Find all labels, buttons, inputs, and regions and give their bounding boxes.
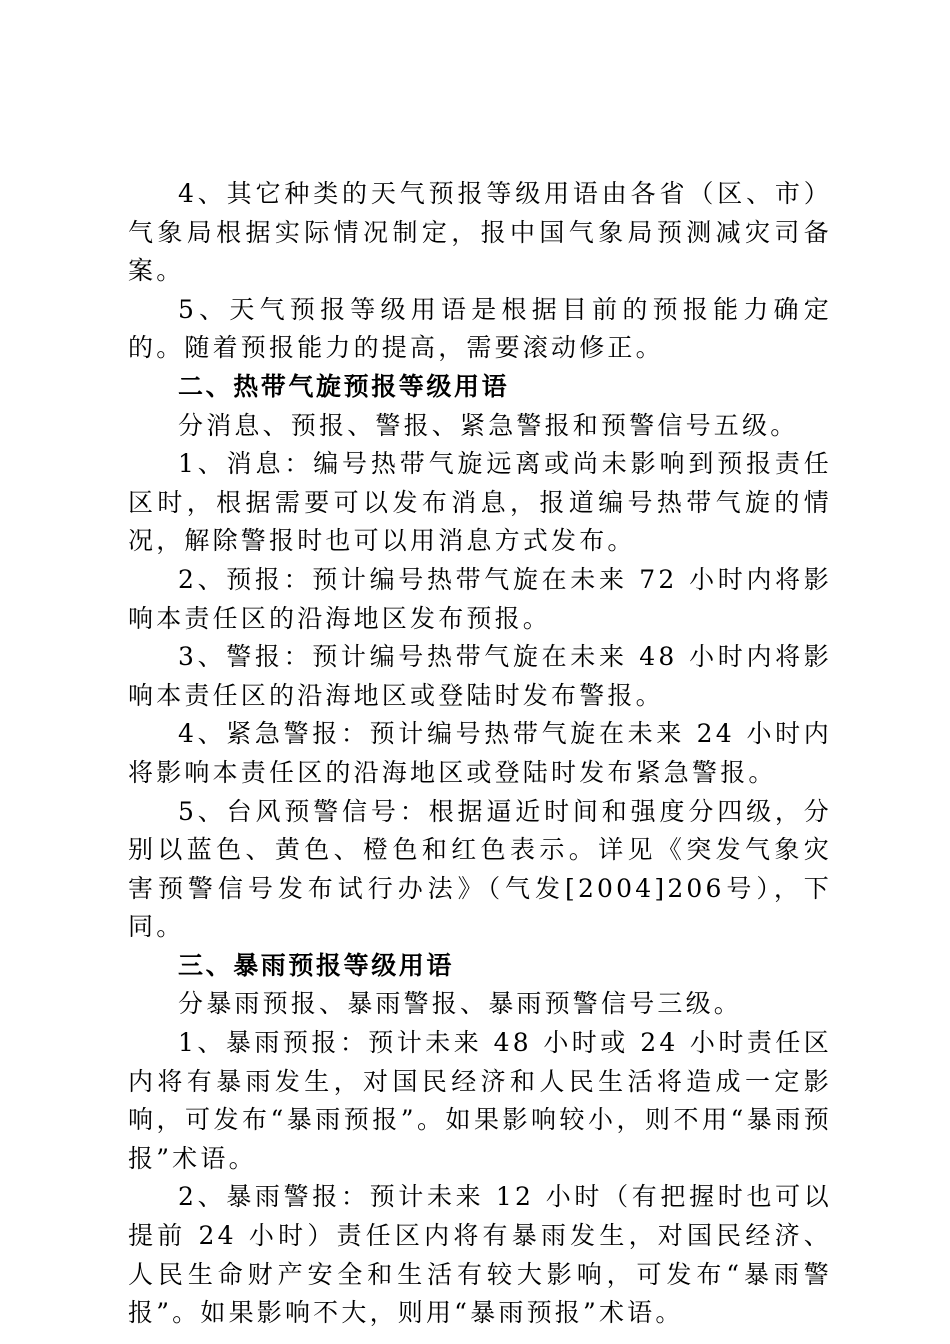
paragraph-rainstorm-forecast: 1、暴雨预报：预计未来 48 小时或 24 小时责任区内将有暴雨发生，对国民经济和人民生活将造成一定影响，可发布“暴雨预报”。如果影响较小，则不用“暴雨预报”术语。 — [128, 1028, 832, 1173]
paragraph-5-forecast-terms-revision: 5、天气预报等级用语是根据目前的预报能力确定的。随着预报能力的提高，需要滚动修正。 — [128, 294, 832, 363]
paragraph-rainstorm-warning: 2、暴雨警报：预计未来 12 小时（有把握时也可以提前 24 小时）责任区内将有暴雨发生，对国民经济、人民生命财产安全和生活有较大影响，可发布“暴雨警报”。如果影响不大，则用“暴雨预报”术语。 — [128, 1182, 832, 1328]
section-heading-rainstorm: 三、暴雨预报等级用语 — [178, 950, 455, 980]
paragraph-cyclone-forecast: 2、预报：预计编号热带气旋在未来 72 小时内将影响本责任区的沿海地区发布预报。 — [128, 564, 832, 633]
paragraph-rainstorm-levels: 分暴雨预报、暴雨警报、暴雨预警信号三级。 — [178, 989, 743, 1019]
paragraph-cyclone-warning: 3、警报：预计编号热带气旋在未来 48 小时内将影响本责任区的沿海地区或登陆时发布警报。 — [128, 642, 832, 710]
document-body — [128, 175, 832, 1333]
paragraph-cyclone-message: 1、消息：编号热带气旋远离或尚未影响到预报责任区时，根据需要可以发布消息，报道编号热带气旋的情况，解除警报时也可以用消息方式发布。 — [128, 449, 832, 556]
paragraph-4-other-forecast-terms: 4、其它种类的天气预报等级用语由各省（区、市）气象局根据实际情况制定，报中国气象局预测减灾司备案。 — [128, 179, 832, 286]
paragraph-typhoon-signal: 5、台风预警信号：根据逼近时间和强度分四级，分别以蓝色、黄色、橙色和红色表示。详见《突发气象灾害预警信号发布试行办法》（气发[2004]206号），下同。 — [128, 796, 832, 942]
section-heading-tropical-cyclone: 二、热带气旋预报等级用语 — [178, 371, 510, 401]
paragraph-tropical-cyclone-levels: 分消息、预报、警报、紧急警报和预警信号五级。 — [178, 410, 799, 440]
paragraph-cyclone-emergency-warning: 4、紧急警报：预计编号热带气旋在未来 24 小时内将影响本责任区的沿海地区或登陆时发布紧急警报。 — [128, 719, 832, 787]
